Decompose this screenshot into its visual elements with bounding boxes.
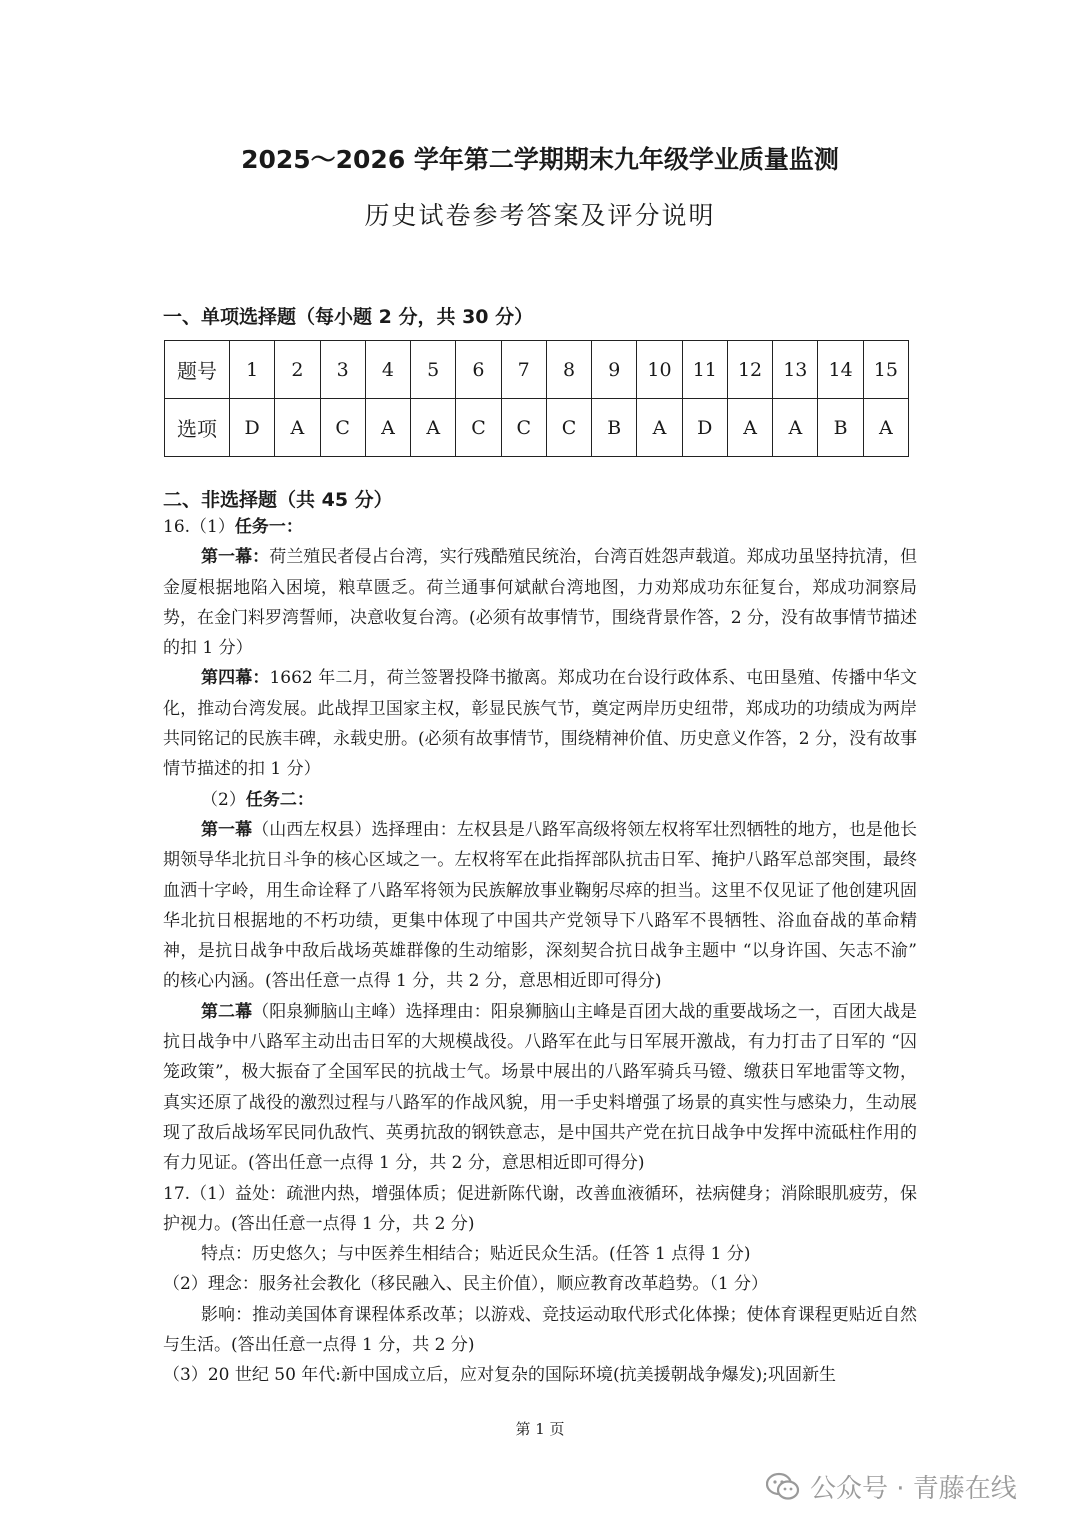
table-cell: 15 bbox=[863, 341, 908, 399]
table-cell: A bbox=[365, 399, 410, 457]
q16-part1-heading bbox=[163, 512, 917, 542]
table-cell: A bbox=[773, 399, 818, 457]
scene2-label: 第二幕 bbox=[201, 1001, 253, 1022]
table-cell: 11 bbox=[682, 341, 727, 399]
q16-act1 bbox=[163, 542, 917, 663]
row-label-answer: 选项 bbox=[165, 399, 230, 457]
table-cell: 9 bbox=[592, 341, 637, 399]
table-cell: 6 bbox=[456, 341, 501, 399]
table-cell: A bbox=[275, 399, 320, 457]
scene1-label: 第一幕 bbox=[201, 819, 253, 840]
scene2-text: （阳泉狮脑山主峰）选择理由：阳泉狮脑山主峰是百团大战的重要战场之一，百团大战是抗日战争中八路军主动出击日军的大规模战役。八路军在此与日军展开激战，有力打击了日军的 “囚笼政策”，极大振奋了全国军民的抗战士气。场景中展出的八路军骑兵马镫、缴获日军地雷等文物，真实还原了战役的激烈过程与八路军的作战风貌，用一手史料增强了场景的真实性与感染力，生动展现了敌后战场军民同仇敌忾、英勇抗敌的钢铁意志，是中国共产党在抗日战争中发挥中流砥柱作用的有力见证。(答出任意一点得 1 分，共 2 分，意思相近即可得分) bbox=[163, 1001, 918, 1174]
act1-label: 第一幕： bbox=[201, 547, 270, 568]
table-cell: 13 bbox=[773, 341, 818, 399]
task-two-label: 任务二： bbox=[245, 789, 314, 810]
table-cell: C bbox=[546, 399, 591, 457]
table-cell: D bbox=[682, 399, 727, 457]
table-cell: A bbox=[411, 399, 456, 457]
q17-impact: 影响：推动美国体育课程体系改革；以游戏、竞技运动取代形式化体操；使体育课程更贴近自然与生活。(答出任意一点得 1 分，共 2 分) bbox=[163, 1304, 917, 1356]
task-one-label: 任务一： bbox=[234, 517, 303, 537]
answer-table bbox=[164, 340, 909, 457]
watermark bbox=[766, 1468, 1017, 1505]
table-cell: 12 bbox=[727, 341, 772, 399]
table-cell: A bbox=[863, 399, 908, 457]
table-cell: 7 bbox=[501, 341, 546, 399]
table-cell: 14 bbox=[818, 341, 863, 399]
table-cell: 5 bbox=[411, 341, 456, 399]
wechat-icon bbox=[766, 1472, 800, 1502]
document-title: 2025～2026 学年第二学期期末九年级学业质量监测 bbox=[241, 145, 839, 174]
section2-heading: 二、非选择题（共 45 分） bbox=[163, 489, 393, 511]
table-cell: A bbox=[637, 399, 682, 457]
q17-features: 特点：历史悠久；与中医养生相结合；贴近民众生活。(任答 1 点得 1 分) bbox=[201, 1244, 751, 1265]
table-cell: 3 bbox=[320, 341, 365, 399]
table-cell: 1 bbox=[230, 341, 275, 399]
table-cell: 4 bbox=[365, 341, 410, 399]
document-subtitle: 历史试卷参考答案及评分说明 bbox=[364, 201, 716, 230]
page-number: 第 1 页 bbox=[515, 1420, 565, 1438]
watermark-text: 公众号 · 青藤在线 bbox=[810, 1474, 1017, 1504]
scene1-text: （山西左权县）选择理由：左权县是八路军高级将领左权将军壮烈牺牲的地方，也是他长期领导华北抗日斗争的核心区域之一。左权将军在此指挥部队抗击日军、掩护八路军总部突围，最终血洒十字岭，用生命诠释了八路军将领为民族解放事业鞠躬尽瘁的担当。这里不仅见证了他创建巩固华北抗日根据地的不朽功绩，更集中体现了中国共产党领导下八路军不畏牺牲、浴血奋战的革命精神，是抗日战争中敌后战场英雄群像的生动缩影，深刻契合抗日战争主题中 “以身许国、矢志不渝” 的核心内涵。(答出任意一点得 1 分，共 2 分，意思相近即可得分) bbox=[163, 819, 918, 992]
table-row-numbers bbox=[165, 341, 909, 399]
q16-scene2 bbox=[163, 997, 917, 1179]
row-label-number: 题号 bbox=[165, 341, 230, 399]
q17-part2: （2）理念：服务社会教化（移民融入、民主价值），顺应教育改革趋势。（1 分） bbox=[163, 1274, 769, 1295]
q16-number: 16.（1） bbox=[163, 517, 235, 537]
table-cell: B bbox=[592, 399, 637, 457]
table-cell: C bbox=[501, 399, 546, 457]
q17-part3: （3）20 世纪 50 年代:新中国成立后，应对复杂的国际环境(抗美援朝战争爆发);巩固新生 bbox=[163, 1365, 837, 1386]
act1-text: 荷兰殖民者侵占台湾，实行残酷殖民统治，台湾百姓怨声载道。郑成功虽坚持抗清，但金厦根据地陷入困境，粮草匮乏。荷兰通事何斌献台湾地图，力劝郑成功东征复台，郑成功洞察局势，在金门料罗湾誓师，决意收复台湾。(必须有故事情节，围绕背景作答，2 分，没有故事情节描述的扣 1 分） bbox=[163, 547, 918, 659]
table-cell: C bbox=[320, 399, 365, 457]
table-cell: A bbox=[727, 399, 772, 457]
q16-scene1 bbox=[163, 815, 917, 997]
table-cell: B bbox=[818, 399, 863, 457]
q16-act4 bbox=[163, 663, 917, 784]
act4-label: 第四幕： bbox=[201, 668, 270, 689]
q16-part2-heading bbox=[163, 785, 917, 815]
q16-part2-number: （2） bbox=[201, 789, 246, 810]
answer-body bbox=[163, 512, 917, 1391]
act4-text: 1662 年二月，荷兰签署投降书撤离。郑成功在台设行政体系、屯田垦殖、传播中华文化，推动台湾发展。此战捍卫国家主权，彰显民族气节，奠定两岸历史纽带，郑成功的功绩成为两岸共同铭记的民族丰碑，永载史册。(必须有故事情节，围绕精神价值、历史意义作答，2 分，没有故事情节描述的扣 1 分） bbox=[163, 668, 918, 780]
table-cell: D bbox=[230, 399, 275, 457]
table-cell: 2 bbox=[275, 341, 320, 399]
table-cell: 8 bbox=[546, 341, 591, 399]
table-row-answers bbox=[165, 399, 909, 457]
table-cell: C bbox=[456, 399, 501, 457]
section1-heading: 一、单项选择题（每小题 2 分，共 30 分） bbox=[163, 306, 534, 328]
table-cell: 10 bbox=[637, 341, 682, 399]
q17-part1: 17.（1）益处：疏泄内热，增强体质；促进新陈代谢，改善血液循环，祛病健身；消除眼肌疲劳，保护视力。(答出任意一点得 1 分，共 2 分) bbox=[163, 1183, 917, 1234]
